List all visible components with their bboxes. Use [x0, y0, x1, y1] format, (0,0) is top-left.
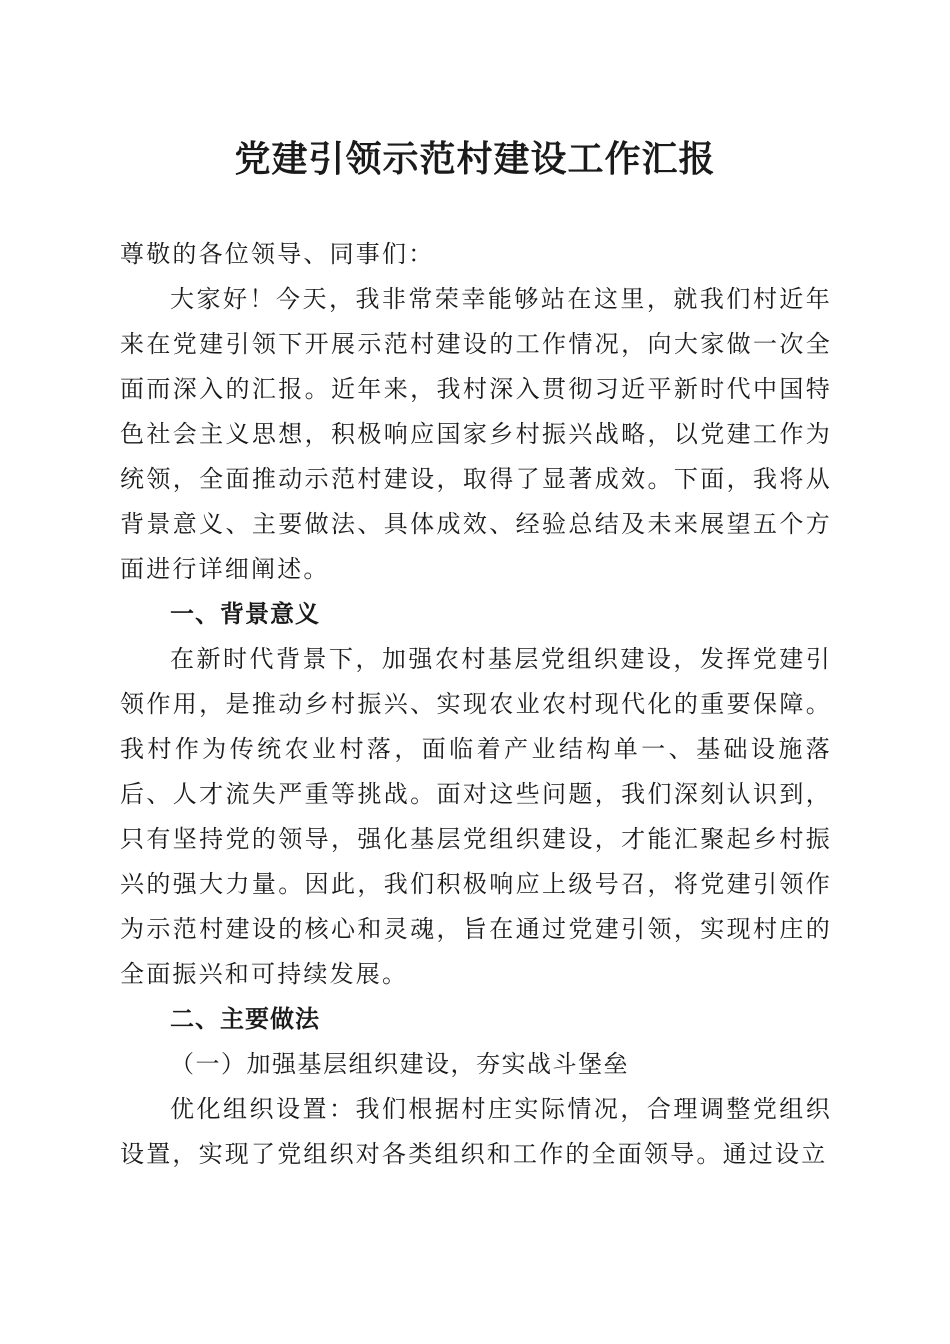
- salutation: 尊敬的各位领导、同事们：: [120, 240, 435, 268]
- section-heading-main-practices: 二、主要做法: [170, 1005, 320, 1033]
- background-paragraph: 在新时代背景下，加强农村基层党组织建设，发挥党建引领作用，是推动乡村振兴、实现农业农村现代化的重要保障。我村作为传统农业村落，面临着产业结构单一、基础设施落后、人才流失严重等挑战。面对这些问题，我们深刻认识到，只有坚持党的领导，强化基层党组织建设，才能汇聚起乡村振兴的强大力量。因此，我们积极响应上级号召，将党建引领作为示范村建设的核心和灵魂，旨在通过党建引领，实现村庄的全面振兴和可持续发展。: [120, 645, 832, 988]
- document-title: 党建引领示范村建设工作汇报: [234, 138, 716, 180]
- document-body: [120, 232, 832, 1177]
- organization-paragraph: 优化组织设置：我们根据村庄实际情况，合理调整党组织设置，实现了党组织对各类组织和工作的全面领导。通过设立: [120, 1095, 832, 1168]
- intro-paragraph: 大家好！今天，我非常荣幸能够站在这里，就我们村近年来在党建引领下开展示范村建设的工作情况，向大家做一次全面而深入的汇报。近年来，我村深入贯彻习近平新时代中国特色社会主义思想，积极响应国家乡村振兴战略，以党建工作为统领，全面推动示范村建设，取得了显著成效。下面，我将从背景意义、主要做法、具体成效、经验总结及未来展望五个方面进行详细阐述。: [120, 285, 832, 583]
- subsection-heading-organization: （一）加强基层组织建设，夯实战斗堡垒: [170, 1050, 629, 1078]
- section-heading-background: 一、背景意义: [170, 600, 320, 628]
